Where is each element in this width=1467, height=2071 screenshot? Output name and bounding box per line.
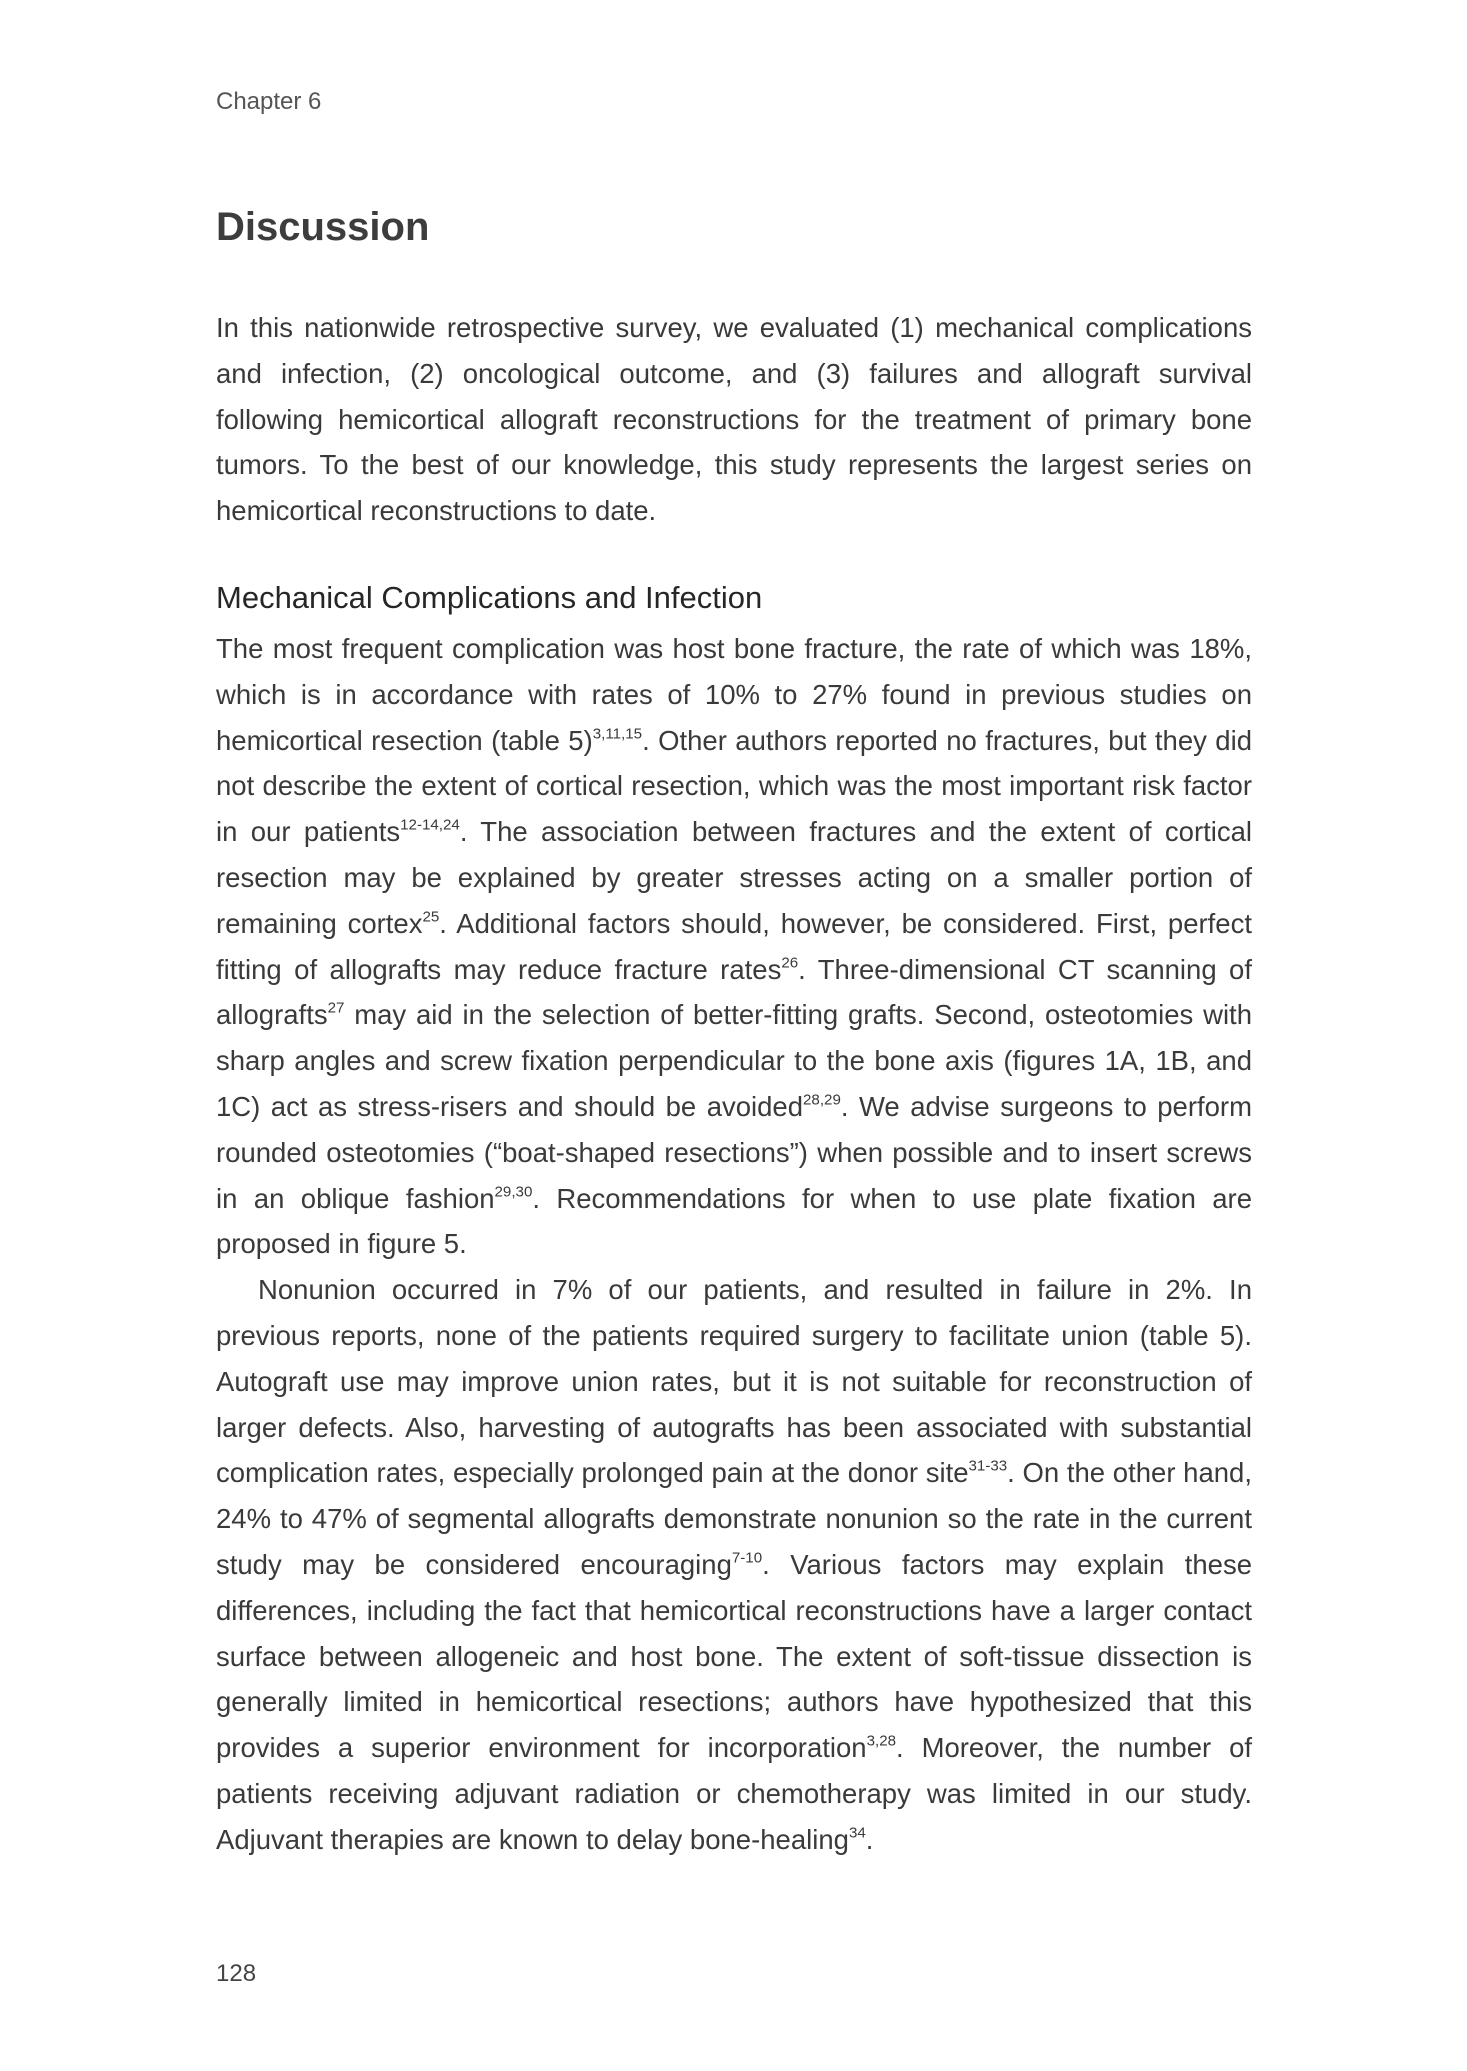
- citation: 25: [422, 908, 440, 926]
- text-run: . Various factors may explain these differences, including the fact that hemicortical reconstructions have a larger contact surface between allogeneic and host bone. The extent of soft-tissue dissection is generally limited in hemicortical resections; authors have hypothesized that this provides a superior environment for incorporation: [216, 1548, 1252, 1764]
- text-run: . We advise surgeons to perform rounded osteotomies (“boat-shaped resections”) when possible and to insert screws in an oblique fashion: [216, 1090, 1252, 1214]
- citation: 34: [848, 1824, 866, 1842]
- citation: 3,11,15: [592, 725, 643, 743]
- text-run: may aid in the selection of better-fitting grafts. Second, osteotomies with sharp angles and screw fixation perpendicular to the bone axis (figures 1A, 1B, and 1C) act as stress-risers and should be avoided: [216, 999, 1252, 1122]
- subsection-title: Mechanical Complications and Infection: [216, 580, 763, 615]
- text-run: Nonunion occurred in 7% of our patients, and resulted in failure in 2%. In previous reports, none of the patients required surgery to facilitate union (table 5). Autograft use may improve union rates, but it is not suitable for reconstruction of larger defects. Also, harvesting of autografts has been associated with substantial complication rates, especially prolonged pain at the donor site: [216, 1274, 1252, 1489]
- paragraph-fractures: [216, 626, 1252, 1267]
- citation: 26: [781, 954, 799, 972]
- citation: 29,30: [494, 1183, 533, 1201]
- citation: 31-33: [968, 1458, 1008, 1475]
- page-number: 128: [216, 1960, 257, 1987]
- intro-paragraph: In this nationwide retrospective survey, we evaluated (1) mechanical complications and infection, (2) oncological outcome, and (3) failures and allograft survival following hemicortical allograft reconstructions for the treatment of primary bone tumors. To the best of our knowledge, this study represents the largest series on hemicortical reconstructions to date.: [216, 312, 1252, 527]
- citation: 12-14,24: [400, 816, 460, 834]
- text-run: The most frequent complication was host bone fracture, the rate of which was 18%, which is in accordance with rates of 10% to 27% found in previous studies on hemicortical resection (table 5): [216, 633, 1252, 756]
- text-run: .: [865, 1823, 874, 1855]
- citation: 27: [327, 1000, 345, 1018]
- citation: 28,29: [803, 1091, 841, 1109]
- text-run: . On the other hand, 24% to 47% of segmental allografts demonstrate nonunion so the rate in the current study may be considered encouraging: [216, 1457, 1252, 1580]
- mechanical-complications-text: [216, 626, 1252, 1863]
- text-run: . Moreover, the number of patients receiving adjuvant radiation or chemotherapy was limited in our study. Adjuvant therapies are known to delay bone-healing: [216, 1732, 1253, 1855]
- text-run: . Recommendations for when to use plate fixation are proposed in figure 5.: [216, 1182, 1252, 1260]
- citation: 7-10: [731, 1549, 763, 1567]
- page: [216, 0, 1252, 2071]
- text-run: . Other authors reported no fractures, but they did not describe the extent of cortical resection, which was the most important risk factor in our patients: [216, 724, 1252, 848]
- paragraph-nonunion: [216, 1267, 1252, 1862]
- running-head: Chapter 6: [216, 88, 322, 115]
- text-run: . Three-dimensional CT scanning of allografts: [216, 953, 1252, 1031]
- text-run: . The association between fractures and the extent of cortical resection may be explained by greater stresses acting on a smaller portion of remaining cortex: [216, 816, 1253, 939]
- citation: 3,28: [866, 1732, 897, 1750]
- section-title: Discussion: [216, 205, 430, 249]
- text-run: . Additional factors should, however, be considered. First, perfect fitting of allografts may reduce fracture rates: [216, 907, 1252, 985]
